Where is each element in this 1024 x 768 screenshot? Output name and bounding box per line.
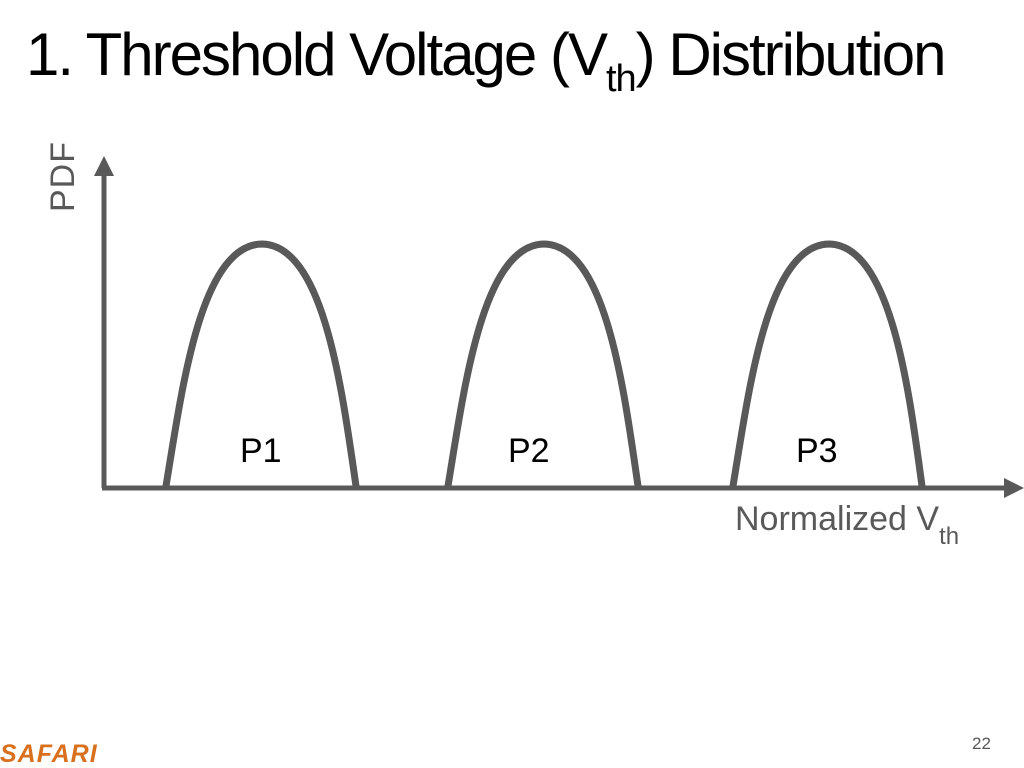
y-axis-label: PDF	[44, 141, 82, 212]
page-number: 22	[972, 734, 991, 753]
distribution-label-p2: P2	[508, 432, 550, 470]
title-prefix: 1. Threshold Voltage (V	[26, 21, 606, 88]
x-axis-label-subscript: th	[939, 523, 960, 550]
x-axis-label	[735, 500, 960, 550]
x-axis-label-main: Normalized V	[735, 500, 940, 538]
title-subscript: th	[605, 58, 636, 100]
distribution-label-p1: P1	[240, 432, 282, 470]
safari-logo: SAFARI	[0, 740, 98, 768]
distribution-label-p3: P3	[796, 432, 838, 470]
title-suffix: ) Distribution	[635, 21, 945, 88]
